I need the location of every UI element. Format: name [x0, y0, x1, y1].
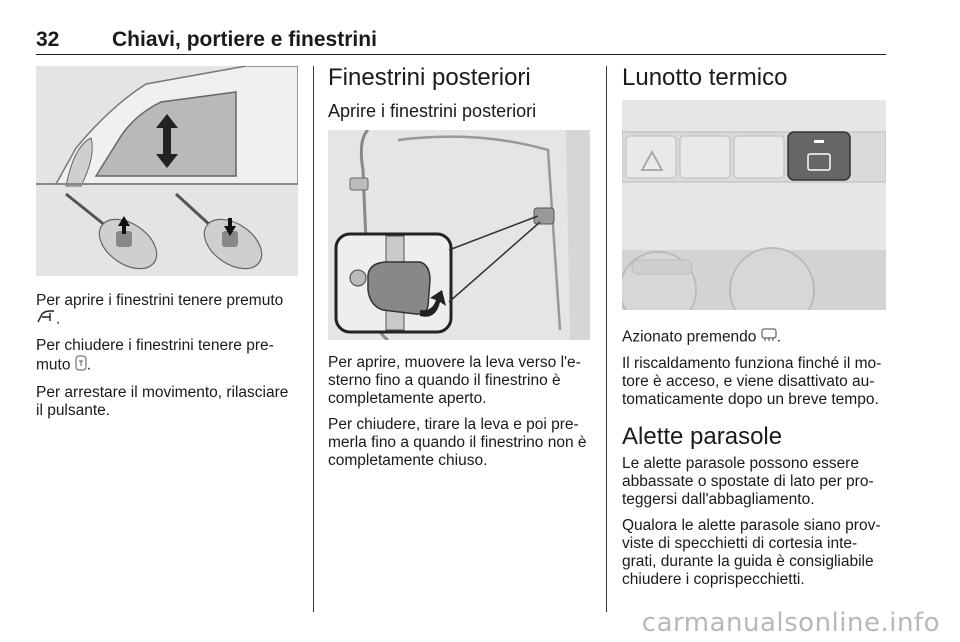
page-title: Chiavi, portiere e finestrini: [112, 28, 377, 51]
paragraph-stop: Per arrestare il movimento, rilasciare il pulsante.: [36, 384, 289, 419]
section-heading-defrost: Lunotto termico: [622, 64, 788, 91]
rear-window-lever-illustration: [328, 130, 590, 340]
sunvisor-paragraph-1: Le alette parasole possono essere abbassate o spostate di lato per pro- teggersi dall'abbagliamento.: [622, 455, 874, 508]
defrost-caption: Azionato premendo .: [622, 328, 782, 346]
subsection-heading: Aprire i finestrini posteriori: [328, 101, 537, 121]
column-3: [622, 66, 886, 597]
column-2: [328, 66, 590, 478]
dashboard-buttons-illustration: [622, 100, 886, 310]
column-1: [36, 66, 298, 428]
window-down-icon: [75, 355, 87, 376]
paragraph-close-lever: Per chiudere, tirare la leva e poi pre- merla fino a quando il finestrino non è completamente chiuso.: [328, 416, 587, 469]
page-header: [36, 28, 886, 50]
window-switch-illustration: [36, 66, 298, 276]
watermark: carmanualsonline.info: [641, 608, 940, 638]
header-divider: [36, 54, 886, 55]
section-heading: Finestrini posteriori: [328, 64, 531, 91]
column-divider-2: [606, 66, 607, 612]
sunvisor-paragraph-2: Qualora le alette parasole siano prov- viste di specchietti di cortesia inte- grati, durante la guida è consigliabile chiudere i coprispecchietti.: [622, 517, 881, 588]
section-heading-sunvisors: Alette parasole: [622, 423, 783, 450]
paragraph-close: Per chiudere i finestrini tenere pre- muto .: [36, 337, 298, 376]
window-up-icon: [36, 310, 56, 329]
paragraph-open-lever: Per aprire, muovere la leva verso l'e- sterno fino a quando il finestrino è completamente aperto.: [328, 354, 581, 407]
paragraph-open: Per aprire i finestrini tenere premuto .: [36, 292, 284, 328]
defrost-description: Il riscaldamento funziona finché il mo- tore è acceso, e viene disattivato au- tomaticamente dopo un breve tempo.: [622, 355, 882, 408]
rear-defrost-icon: [761, 328, 777, 347]
page-number: 32: [36, 28, 60, 51]
column-divider-1: [313, 66, 314, 612]
